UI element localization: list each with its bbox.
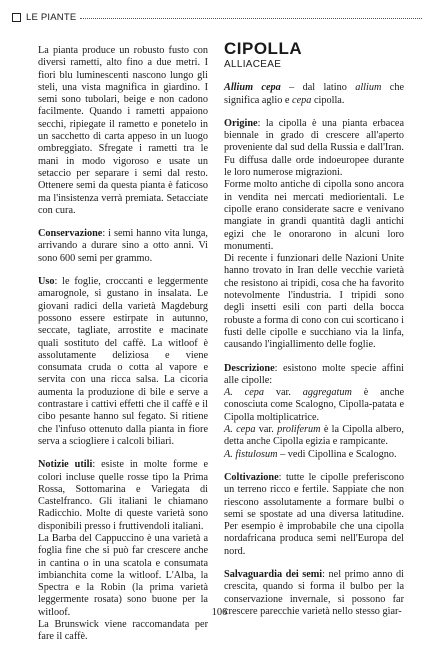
notizie-text: : esiste in molte forme e colori incluse quelle rosse tipo la Prima Rossa, Sottomarina e Variegata di Castelfranco. Gli italiani le chiamano Radicchio. Molte di queste varietà sono disponibili presso i fruttivendoli italiani. xyxy=(38,459,208,532)
origine-paragraph-2: Forme molto antiche di cipolla sono ancora in vendita nei mercati mediorientali. Le cipolle erano considerate sacre e venivano mangiate in grandi quantità dagli antichi egizi che le onorarono in alcuni loro monumenti. xyxy=(224,179,404,252)
entry-title: CIPOLLA xyxy=(224,39,303,58)
name-cepa: cepa xyxy=(292,94,312,106)
notizie-paragraph-2: La Barba del Cappuccino è una varietà a foglia fine che si può far crescere anche in cantina o in una scatola e consumata imbianchita come la witloof. L'Alba, la Spectra e la Robin (la prima varietà leggermente rosata) sono buone per la witloof. xyxy=(38,532,208,618)
uso-label: Uso xyxy=(38,276,55,288)
right-column xyxy=(224,40,404,629)
name-text: cipolla. xyxy=(311,94,345,106)
notizie-paragraph-3: La Brunswick viene raccomandata per fare il caffè. xyxy=(38,619,208,643)
species-name: A. cepa xyxy=(224,387,264,399)
entry-family: ALLIACEAE xyxy=(224,59,282,70)
left-column xyxy=(38,45,208,655)
coltivazione-label: Coltivazione xyxy=(224,471,279,483)
species-text: var. xyxy=(255,424,278,436)
origine-label: Origine xyxy=(224,117,258,129)
square-icon xyxy=(12,13,21,22)
coltivazione-paragraph xyxy=(224,472,404,558)
species-text: var. xyxy=(264,387,303,399)
page-number: 106 xyxy=(211,607,228,618)
uso-text: : le foglie, croccanti e leggermente amarognole, si gustano in insalata. Le giovani radici della varietà Magdeburg possono essere estirpate in autunno, seccate, tagliate, arrostite e macinate quali sostituto del caffè. La witloof è assolutamente deliziosa e viene consumata cruda o cotta al vapore e servita con una ricca salsa. La cicoria aumenta la produzione di bile e serve a contrastare i cattivi effetti che il caffè e il cibo pesante hanno sul fegato. Si ritiene che l'infuso ottenuto dalla pianta in fiore serva a sciogliere i calcoli biliari. xyxy=(38,276,208,447)
conservazione-label: Conservazione xyxy=(38,228,103,240)
notizie-paragraph xyxy=(38,459,208,533)
name-text: – dal latino xyxy=(280,82,356,94)
name-paragraph xyxy=(224,82,404,107)
variety-name: proliferum xyxy=(277,424,321,436)
species-text: è anche conosciuta come Scalogno, Cipolla-patata e Cipolla moltiplicatrice. xyxy=(224,387,404,423)
origine-text: : la cipolla è una pianta erbacea biennale in grado di crescere all'aperto proveniente dal sud della Russia e dall'Iran. Fu diffusa dalle orde indoeuropee durante le loro numerose migrazioni. xyxy=(224,117,404,179)
coltivazione-text: : tutte le cipolle preferiscono un terreno ricco e fertile. Sappiate che non riescono assolutamente a formare bulbi o semi se spostate ad una diversa latitudine. Per esempio è improbabile che una cipolla nordafricana produca semi nell'Europa del nord. xyxy=(224,471,404,557)
latin-name: Allium cepa xyxy=(224,82,281,94)
species-name: A. fistulosum xyxy=(224,448,278,460)
uso-paragraph xyxy=(38,276,208,448)
descrizione-label: Descrizione xyxy=(224,362,275,374)
descrizione-item-2 xyxy=(224,424,404,449)
page-header xyxy=(12,10,422,24)
salvaguardia-text: : nel primo anno di crescita, quando si forma il bulbo per la conservazione invernale, si possono far crescere parecchie varietà nello stesso giar- xyxy=(224,568,404,617)
descrizione-item-1 xyxy=(224,387,404,424)
intro-paragraph: La pianta produce un robusto fusto con diversi rametti, alto fino a due metri. I fiori blu luminescenti nascono lungo gli steli, una vista magnifica in giardino. I semi sono tubolari, beige e non cadono facilmente. Quando i rametti appaiono secchi, ripiegate il rametto e ponetelo in un sacchetto di carta appeso in un luogo ombreggiato. Sfregate i rametti tra le mani in modo vigoroso e usate un setaccio per separare i semi dal resto. Ottenere semi da questa pianta è faticoso ma l'insistenza verrà premiata. Setacciate con cura. xyxy=(38,45,208,216)
origine-paragraph xyxy=(224,118,404,179)
notizie-label: Notizie utili xyxy=(38,459,93,471)
species-text: è la Cipolla albero, detta anche Cipolla egizia e rampicante. xyxy=(224,424,404,448)
dotted-leader xyxy=(80,18,422,19)
salvaguardia-label: Salvaguardia dei semi xyxy=(224,568,323,580)
name-text: che significa aglio e xyxy=(224,82,404,106)
conservazione-paragraph xyxy=(38,228,208,265)
origine-paragraph-3: Di recente i funzionari delle Nazioni Unite hanno trovato in Iran delle vecchie varietà che resistono ai tripidi, cosa che ha favorito notevolmente l'industria. I tripidi sono degli insetti esili con parti della bocca robuste a forma di cono con cui scorticano i fusti delle cipolle e succhiano via la linfa, causando l'ingiallimento delle foglie. xyxy=(224,253,404,351)
conservazione-text: : i semi hanno vita lunga, arrivando a durare sino a otto anni. Vi sono 600 semi per grammo. xyxy=(38,228,208,264)
name-allium: allium xyxy=(355,82,382,94)
section-label: LE PIANTE xyxy=(26,11,77,23)
variety-name: aggregatum xyxy=(302,387,352,399)
descrizione-paragraph xyxy=(224,363,404,388)
species-name: A. cepa xyxy=(224,424,256,436)
species-text: – vedi Cipollina e Scalogno. xyxy=(277,448,397,460)
descrizione-text: : esistono molte specie affini alle cipolle: xyxy=(224,362,404,386)
descrizione-item-3 xyxy=(224,449,404,461)
